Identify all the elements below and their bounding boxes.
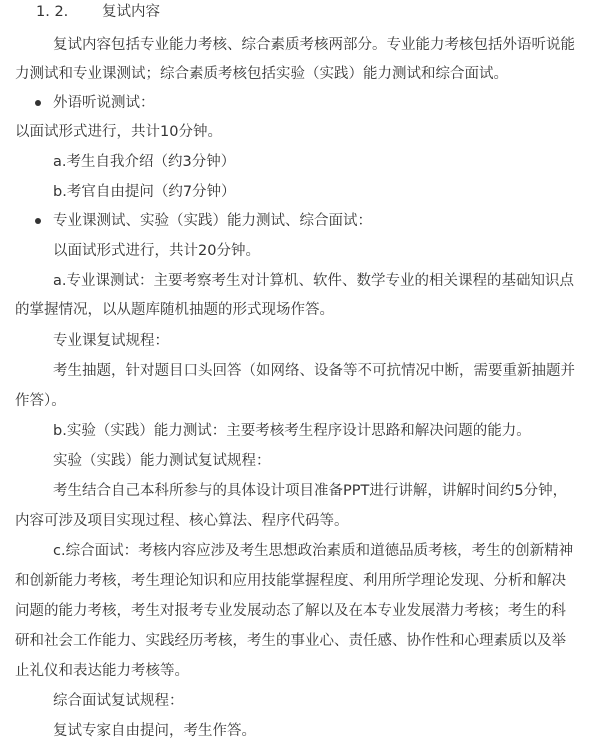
item-c-line: 问题的能力考核，考生对报考专业发展动态了解以及在本专业发展潜力考核；考生的科 — [15, 603, 566, 619]
item-c-line: 止礼仪和表达能力考核等。 — [15, 663, 189, 679]
foreign-item: a.考生自我介绍（约3分钟） — [53, 154, 236, 170]
section-title: 复试内容 — [102, 4, 160, 20]
item-a-line: 的掌握情况，以从题库随机抽题的形式现场作答。 — [15, 302, 334, 318]
bullet-dot — [35, 100, 41, 106]
section-number: 1. 2. — [36, 4, 69, 20]
item-c-rule-line: 复试专家自由提问，考生作答。 — [53, 723, 256, 739]
item-a-rule-line: 考生抽题，针对题目口头回答（如网络、设备等不可抗情况中断，需要重新抽题并 — [53, 363, 575, 379]
bullet-dot — [35, 218, 41, 224]
item-c-line: 研和社会工作能力、实践经历考核，考生的事业心、责任感、协作性和心理素质以及举 — [15, 633, 566, 649]
item-a-rule-title: 专业课复试规程： — [53, 333, 169, 349]
item-b-rule-title: 实验（实践）能力测试复试规程： — [53, 453, 271, 469]
professional-format: 以面试形式进行，共计20分钟。 — [53, 243, 260, 259]
professional-heading: 专业课测试、实验（实践）能力测试、综合面试： — [53, 213, 372, 229]
item-c-rule-title: 综合面试复试规程： — [53, 693, 184, 709]
foreign-heading: 外语听说测试： — [53, 95, 155, 111]
item-b-rule-line: 考生结合自己本科所参与的具体设计项目准备PPT进行讲解，讲解时间约5分钟， — [53, 483, 568, 499]
foreign-format: 以面试形式进行，共计10分钟。 — [15, 124, 222, 140]
item-c-line: c.综合面试：考核内容应涉及考生思想政治素质和道德品质考核，考生的创新精神 — [53, 543, 574, 559]
item-b-rule-line: 内容可涉及项目实现过程、核心算法、程序代码等。 — [15, 513, 349, 529]
foreign-item: b.考官自由提问（约7分钟） — [53, 184, 236, 200]
intro-line: 复试内容包括专业能力考核、综合素质考核两部分。专业能力考核包括外语听说能 — [53, 37, 575, 53]
item-b-line: b.实验（实践）能力测试：主要考核考生程序设计思路和解决问题的能力。 — [53, 423, 531, 439]
intro-line: 力测试和专业课测试；综合素质考核包括实验（实践）能力测试和综合面试。 — [15, 66, 508, 82]
item-a-rule-line: 作答）。 — [15, 393, 66, 409]
item-c-line: 和创新能力考核，考生理论知识和应用技能掌握程度、利用所学理论发现、分析和解决 — [15, 573, 566, 589]
item-a-line: a.专业课测试：主要考察考生对计算机、软件、数学专业的相关课程的基础知识点 — [53, 273, 574, 289]
